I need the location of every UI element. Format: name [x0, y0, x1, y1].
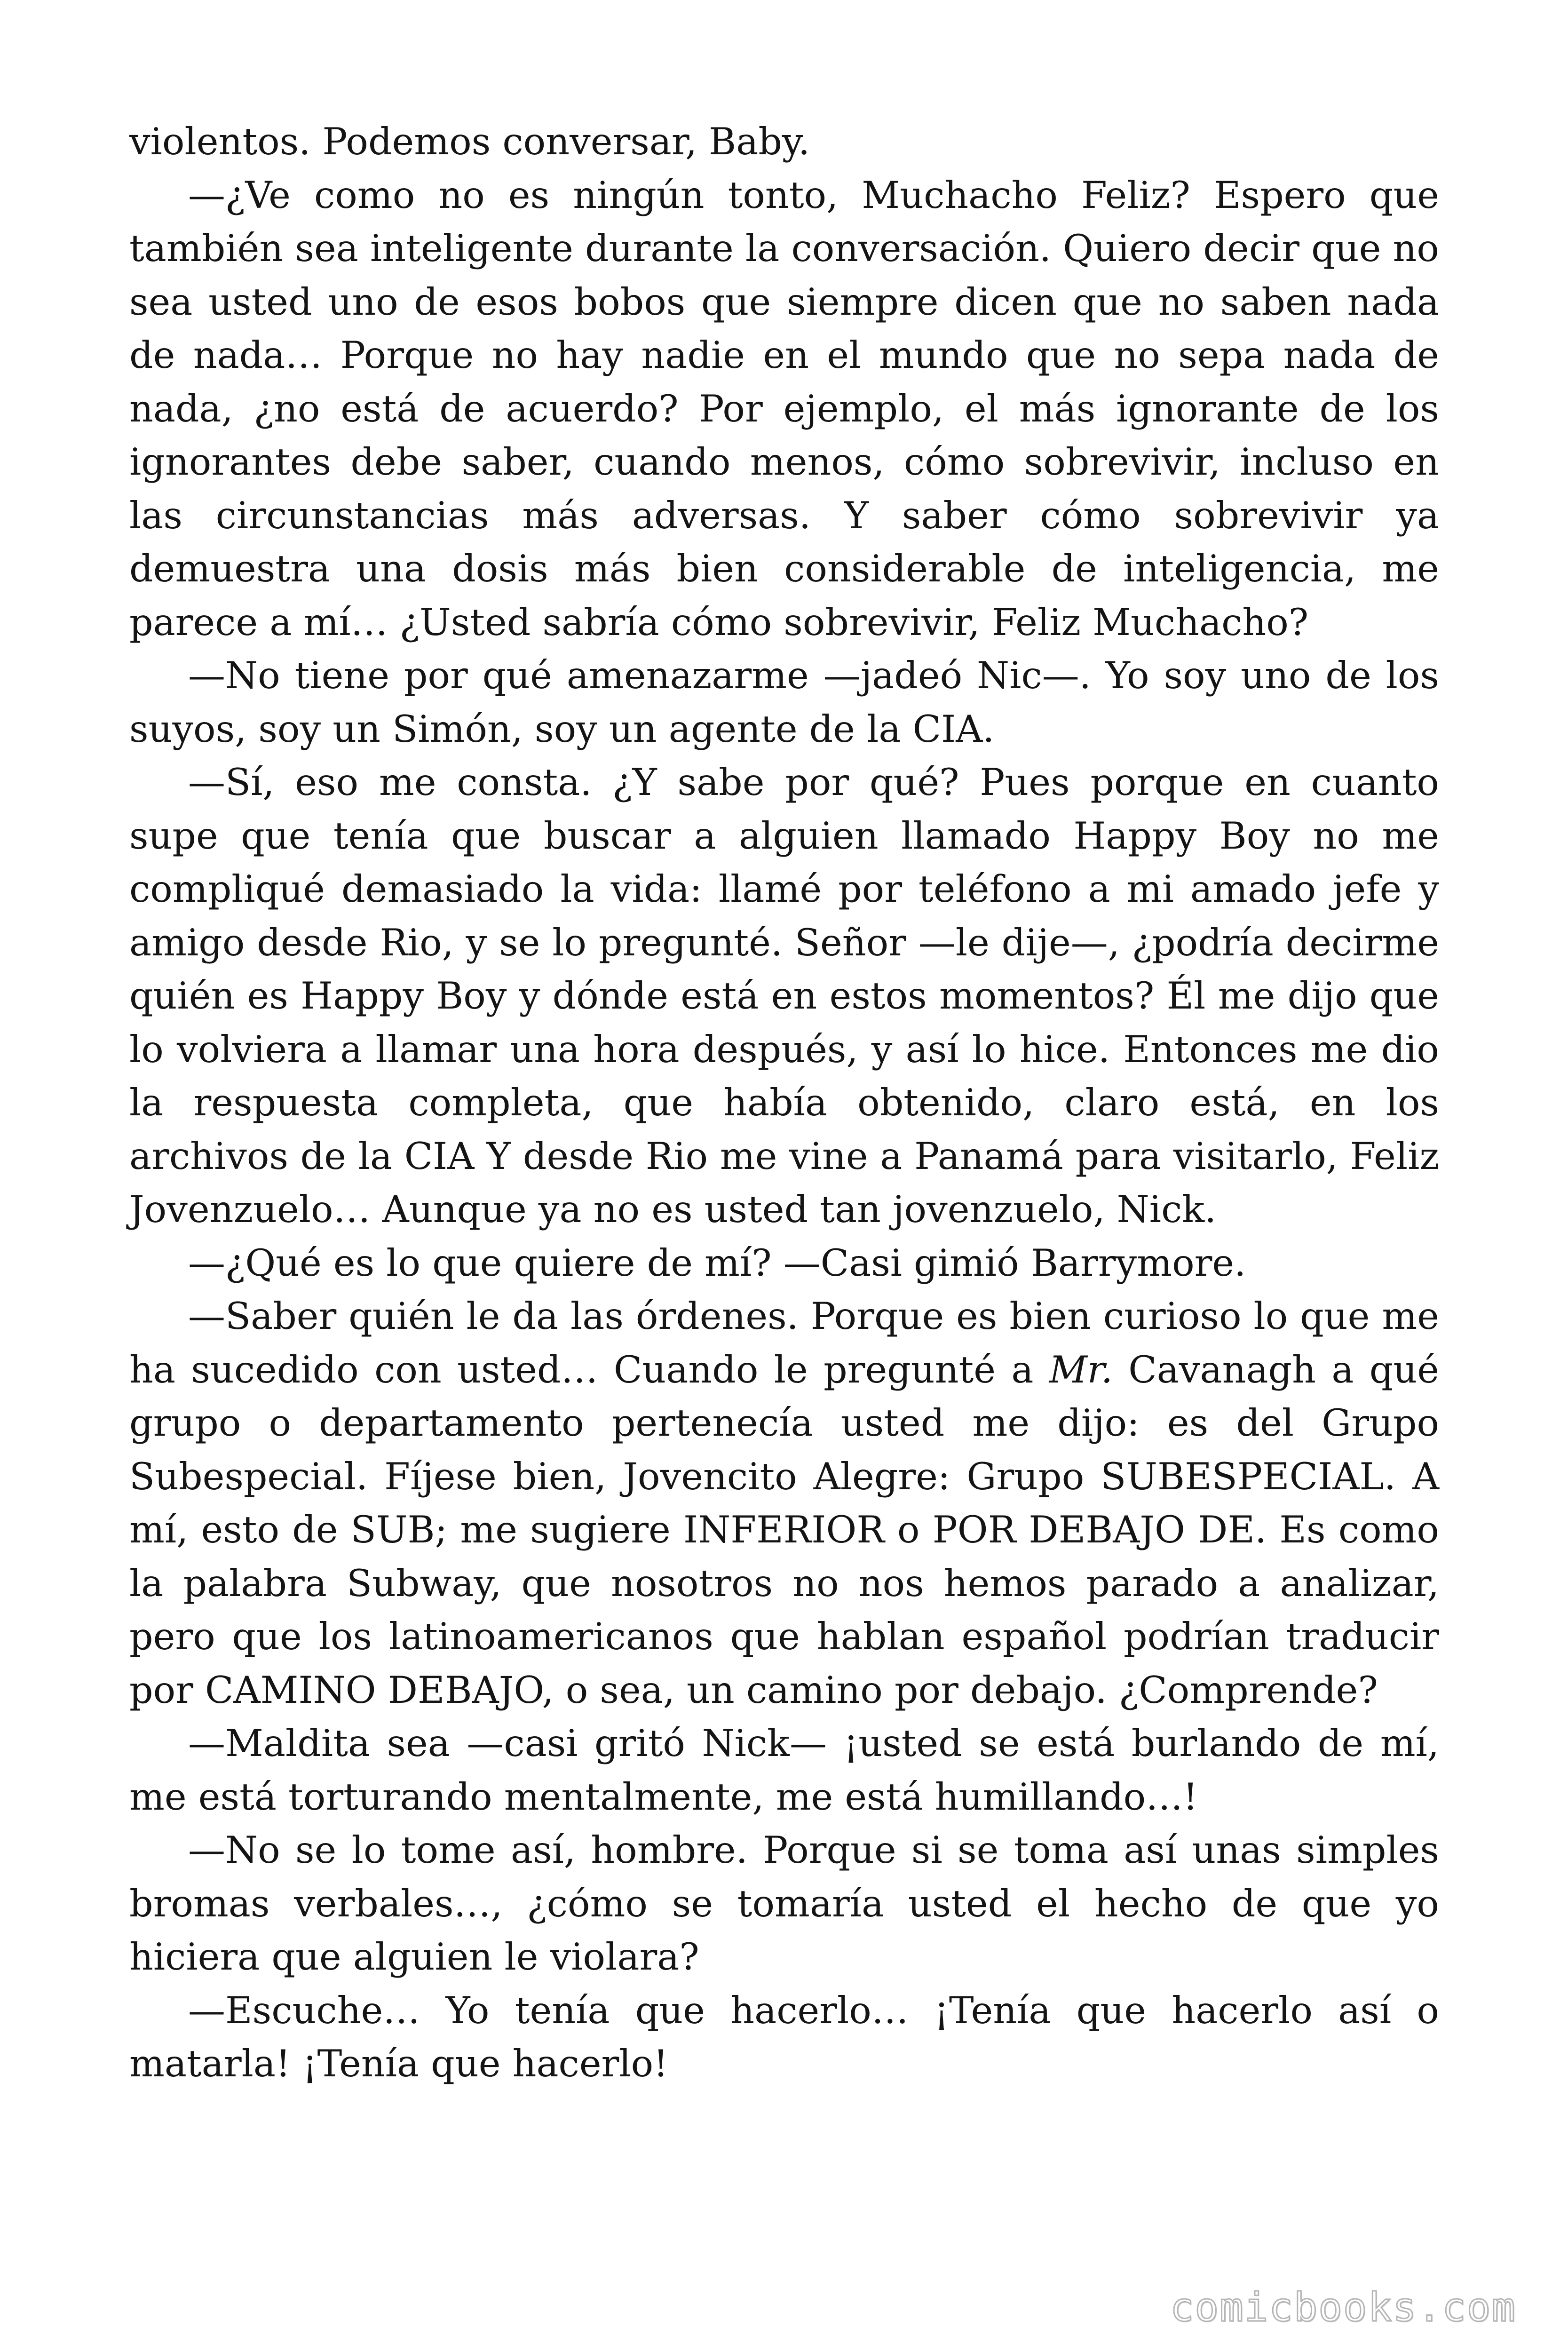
- paragraph: —Escuche… Yo tenía que hacerlo… ¡Tenía que hacerlo así o matarla! ¡Tenía que hacerlo!: [129, 1988, 1439, 2085]
- watermark: comicbooks.com: [1170, 2284, 1516, 2330]
- emphasis-text: Mr.: [1049, 1348, 1113, 1391]
- paragraph: —No tiene por qué amenazarme —jadeó Nic—. Yo soy uno de los suyos, soy un Simón, soy un agente de la CIA.: [129, 654, 1439, 751]
- paragraph: —No se lo tome así, hombre. Porque si se toma así unas simples bromas verbales…, ¿cómo se tomaría usted el hecho de que yo hiciera que alguien le violara?: [129, 1828, 1439, 1979]
- paragraph: —¿Qué es lo que quiere de mí? —Casi gimió Barrymore.: [188, 1241, 1246, 1285]
- paragraph-text: —Saber quién le da las órdenes. Porque es bien curioso lo que me ha sucedido con usted… Cuando le pregunté a: [129, 1295, 1439, 1391]
- paragraph: violentos. Podemos conversar, Baby.: [129, 120, 810, 163]
- paragraph: —Maldita sea —casi gritó Nick— ¡usted se está burlando de mí, me está torturando mentalmente, me está humillando…!: [129, 1722, 1439, 1819]
- page-body: [129, 115, 1439, 2091]
- paragraph-text: Cavanagh a qué grupo o departamento pertenecía usted me dijo: es del Grupo Subespecial. Fíjese bien, Jovencito Alegre: Grupo SUBESPECIAL. A mí, esto de SUB; me sugiere INFERIOR o POR DEBAJO DE. Es como la palabra Subway, que nosotros no nos hemos parado a analizar, pero que los latinoamericanos que hablan español podrían traducir por CAMINO DEBAJO, o sea, un camino por debajo. ¿Comprende?: [129, 1348, 1440, 1712]
- paragraph: [129, 1290, 1439, 1717]
- paragraph: —Sí, eso me consta. ¿Y sabe por qué? Pues porque en cuanto supe que tenía que buscar a alguien llamado Happy Boy no me compliqué demasiado la vida: llamé por teléfono a mi amado jefe y amigo desde Rio, y se lo pregunté. Señor —le dije—, ¿podría decirme quién es Happy Boy y dónde está en estos momentos? Él me dijo que lo volviera a llamar una hora después, y así lo hice. Entonces me dio la respuesta completa, que había obtenido, claro está, en los archivos de la CIA Y desde Rio me vine a Panamá para visitarlo, Feliz Jovenzuelo… Aunque ya no es usted tan jovenzuelo, Nick.: [129, 761, 1439, 1231]
- paragraph: —¿Ve como no es ningún tonto, Muchacho Feliz? Espero que también sea inteligente durante la conversación. Quiero decir que no sea usted uno de esos bobos que siempre dicen que no saben nada de nada… Porque no hay nadie en el mundo que no sepa nada de nada, ¿no está de acuerdo? Por ejemplo, el más ignorante de los ignorantes debe saber, cuando menos, cómo sobrevivir, incluso en las circunstancias más adversas. Y saber cómo sobrevivir ya demuestra una dosis más bien considerable de inteligencia, me parece a mí… ¿Usted sabría cómo sobrevivir, Feliz Muchacho?: [129, 173, 1439, 644]
